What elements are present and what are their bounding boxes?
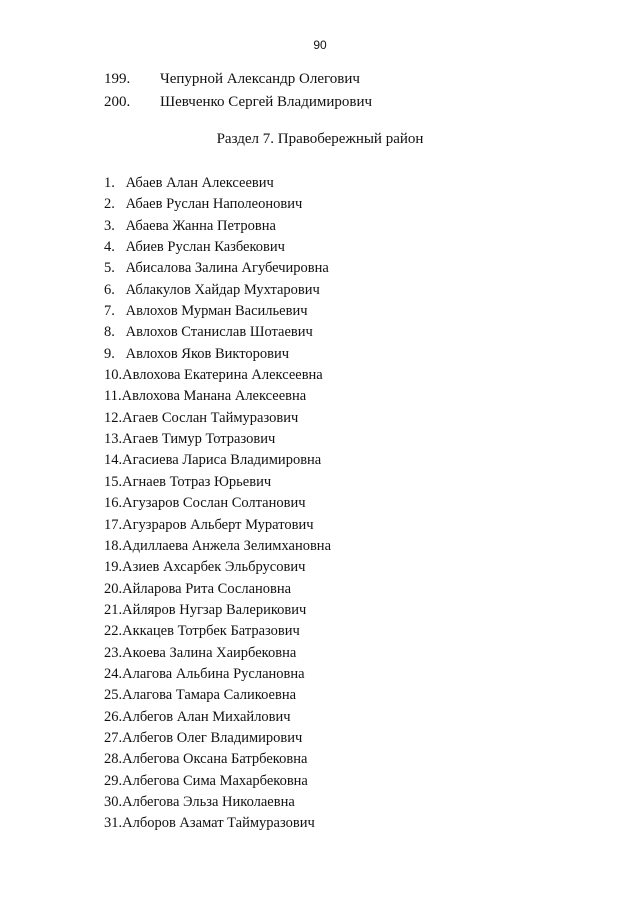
list-item xyxy=(104,771,331,792)
item-number: 24. xyxy=(104,665,123,682)
item-number: 17. xyxy=(104,516,123,533)
list-item xyxy=(104,408,331,429)
list-item xyxy=(104,579,331,600)
item-name: Агузраров Альберт Муратович xyxy=(122,516,314,533)
list-item xyxy=(104,728,331,749)
list-item xyxy=(104,493,331,514)
item-number: 15. xyxy=(104,473,123,490)
list-item xyxy=(104,643,331,664)
item-name: Азиев Ахсарбек Эльбрусович xyxy=(122,559,306,576)
item-name: Авлохов Яков Викторович xyxy=(125,345,290,362)
item-number: 27. xyxy=(104,729,123,746)
item-name: Албегова Сима Махарбековна xyxy=(122,772,308,789)
list-item xyxy=(104,515,331,536)
section-title: Раздел 7. Правобережный район xyxy=(216,131,424,147)
item-number: 199. xyxy=(104,71,131,87)
list-item xyxy=(104,429,331,450)
item-number: 5. xyxy=(104,260,115,277)
item-number: 2. xyxy=(104,196,115,213)
item-number: 28. xyxy=(104,751,123,768)
item-number: 20. xyxy=(104,580,123,597)
item-number: 12. xyxy=(104,409,123,426)
list-item xyxy=(104,280,331,301)
item-name: Айляров Нугзар Валерикович xyxy=(122,601,307,618)
item-number: 22. xyxy=(104,623,123,640)
item-number: 1. xyxy=(104,175,115,191)
item-name: Агнаев Тотраз Юрьевич xyxy=(122,473,272,490)
page-number: 90 xyxy=(313,38,327,52)
previous-section-list xyxy=(104,68,372,114)
item-name: Чепурной Александр Олегович xyxy=(160,71,360,87)
list-item xyxy=(104,749,331,770)
item-name: Албегова Эльза Николаевна xyxy=(122,793,295,810)
list-item xyxy=(104,194,331,215)
item-name: Алборов Азамат Таймуразович xyxy=(122,815,315,832)
item-number: 8. xyxy=(104,324,115,341)
item-number: 14. xyxy=(104,452,123,469)
list-item xyxy=(104,685,331,706)
list-item xyxy=(104,344,331,365)
item-number: 19. xyxy=(104,559,123,576)
list-item xyxy=(104,301,331,322)
list-item xyxy=(104,450,331,471)
list-item xyxy=(104,557,331,578)
item-number: 30. xyxy=(104,793,123,810)
item-name: Абаев Руслан Наполеонович xyxy=(125,196,303,213)
item-name: Абаева Жанна Петровна xyxy=(125,217,276,234)
item-number: 9. xyxy=(104,345,115,362)
item-number: 29. xyxy=(104,772,123,789)
item-name: Агаев Сослан Таймуразович xyxy=(122,409,299,426)
item-name: Албегов Олег Владимирович xyxy=(122,729,303,746)
list-item xyxy=(104,600,331,621)
item-number: 3. xyxy=(104,217,115,234)
list-item xyxy=(104,664,331,685)
list-item xyxy=(104,536,331,557)
list-item xyxy=(104,365,331,386)
item-number: 200. xyxy=(104,94,131,110)
item-number: 10. xyxy=(104,367,123,384)
item-name: Абисалова Залина Агубечировна xyxy=(125,260,329,277)
item-name: Алагова Тамара Саликоевна xyxy=(122,687,297,704)
item-name: Адиллаева Анжела Зелимхановна xyxy=(122,537,332,554)
item-number: 21. xyxy=(104,601,123,618)
item-number: 13. xyxy=(104,431,123,448)
item-name: Агасиева Лариса Владимировна xyxy=(122,452,322,469)
item-number: 18. xyxy=(104,537,123,554)
item-name: Абиев Руслан Казбекович xyxy=(125,239,285,256)
list-item xyxy=(104,216,331,237)
list-item xyxy=(104,813,331,834)
item-name: Авлохова Екатерина Алексеевна xyxy=(122,367,323,384)
item-number: 11. xyxy=(104,388,122,405)
list-item xyxy=(104,173,331,194)
item-name: Агаев Тимур Тотразович xyxy=(122,431,276,448)
item-name: Алагова Альбина Руслановна xyxy=(122,665,305,682)
item-number: 6. xyxy=(104,281,115,298)
item-number: 16. xyxy=(104,495,123,512)
item-number: 23. xyxy=(104,644,123,661)
list-item xyxy=(104,322,331,343)
list-item xyxy=(104,707,331,728)
item-name: Албегов Алан Михайлович xyxy=(122,708,291,725)
list-item xyxy=(104,237,331,258)
item-number: 25. xyxy=(104,687,123,704)
item-number: 7. xyxy=(104,303,115,320)
item-name: Аблакулов Хайдар Мухтарович xyxy=(125,281,320,298)
list-item xyxy=(104,91,372,114)
item-name: Албегова Оксана Батрбековна xyxy=(122,751,308,768)
item-name: Аккацев Тотрбек Батразович xyxy=(122,623,300,640)
list-item xyxy=(104,792,331,813)
item-name: Айларова Рита Сослановна xyxy=(122,580,292,597)
item-name: Шевченко Сергей Владимирович xyxy=(160,94,373,110)
item-name: Абаев Алан Алексеевич xyxy=(125,175,274,191)
list-item xyxy=(104,258,331,279)
item-name: Агузаров Сослан Солтанович xyxy=(122,495,306,512)
item-name: Авлохова Манана Алексеевна xyxy=(121,388,307,405)
item-number: 26. xyxy=(104,708,123,725)
name-list xyxy=(104,173,331,835)
list-item xyxy=(104,68,372,91)
item-number: 31. xyxy=(104,815,123,832)
list-item xyxy=(104,621,331,642)
item-name: Авлохов Мурман Васильевич xyxy=(125,303,308,320)
item-name: Акоева Залина Хаирбековна xyxy=(122,644,297,661)
item-name: Авлохов Станислав Шотаевич xyxy=(125,324,313,341)
item-number: 4. xyxy=(104,239,115,256)
list-item xyxy=(104,472,331,493)
list-item xyxy=(104,386,331,407)
